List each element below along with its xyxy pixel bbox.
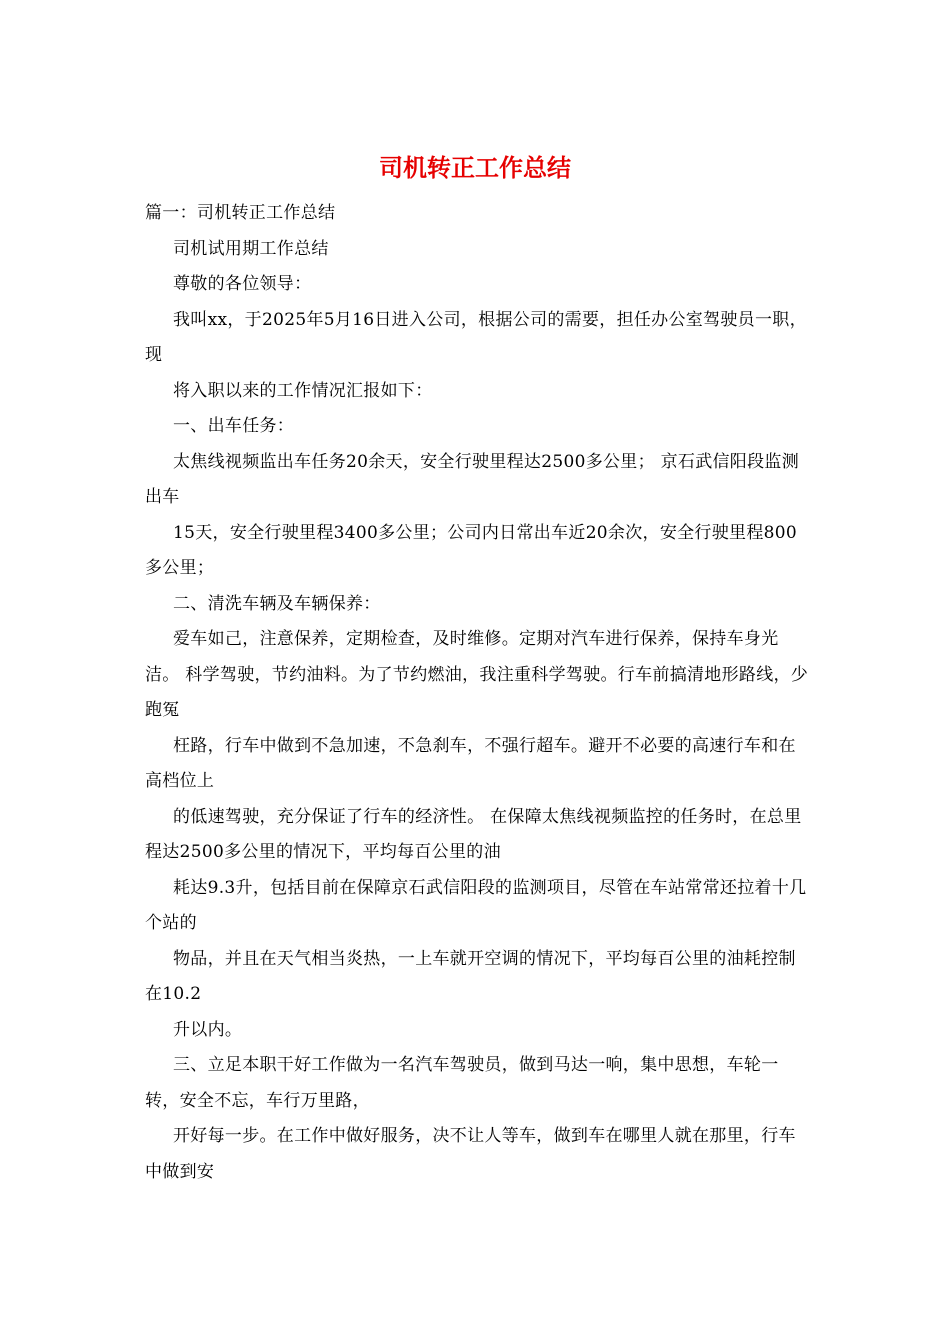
paragraph: 的低速驾驶，充分保证了行车的经济性。 在保障太焦线视频监控的任务时，在总里程达2500多公里的情况下，平均每百公里的油 [145, 806, 802, 862]
paragraph: 太焦线视频监出车任务20余天，安全行驶里程达2500多公里； 京石武信阳段监测出车 [145, 451, 799, 507]
paragraph: 耗达9.3升，包括目前在保障京石武信阳段的监测项目，尽管在车站常常还拉着十几个站的 [145, 877, 807, 933]
paragraph: 二、清洗车辆及车辆保养： [173, 593, 381, 614]
document-body [145, 196, 810, 1190]
paragraph: 枉路，行车中做到不急加速，不急刹车，不强行超车。避开不必要的高速行车和在高档位上 [145, 735, 796, 791]
paragraph: 司机试用期工作总结 [173, 238, 329, 259]
paragraph: 15天，安全行驶里程3400多公里；公司内日常出车近20余次，安全行驶里程800多公里； [145, 522, 797, 578]
paragraph: 一、出车任务： [173, 416, 295, 436]
paragraph: 三、立足本职干好工作做为一名汽车驾驶员，做到马达一响，集中思想，车轮一转，安全不忘，车行万里路， [145, 1055, 779, 1111]
paragraph: 我叫xx，于2025年5月16日进入公司，根据公司的需要，担任办公室驾驶员一职， 现 [145, 309, 807, 365]
paragraph: 升以内。 [173, 1019, 243, 1040]
paragraph: 篇一：司机转正工作总结 [145, 203, 336, 223]
paragraph: 爱车如己，注意保养，定期检查，及时维修。定期对汽车进行保养，保持车身光洁。 科学驾驶，节约油料。为了节约燃油，我注重科学驾驶。行车前搞清地形路线，少跑冤 [145, 629, 809, 720]
paragraph: 开好每一步。在工作中做好服务，决不让人等车，做到车在哪里人就在那里，行车中做到安 [145, 1126, 796, 1182]
paragraph: 将入职以来的工作情况汇报如下： [173, 380, 433, 401]
paragraph: 物品，并且在天气相当炎热，一上车就开空调的情况下，平均每百公里的油耗控制在10.2 [145, 948, 796, 1004]
paragraph: 尊敬的各位领导： [173, 274, 312, 294]
document-title: 司机转正工作总结 [379, 154, 571, 182]
